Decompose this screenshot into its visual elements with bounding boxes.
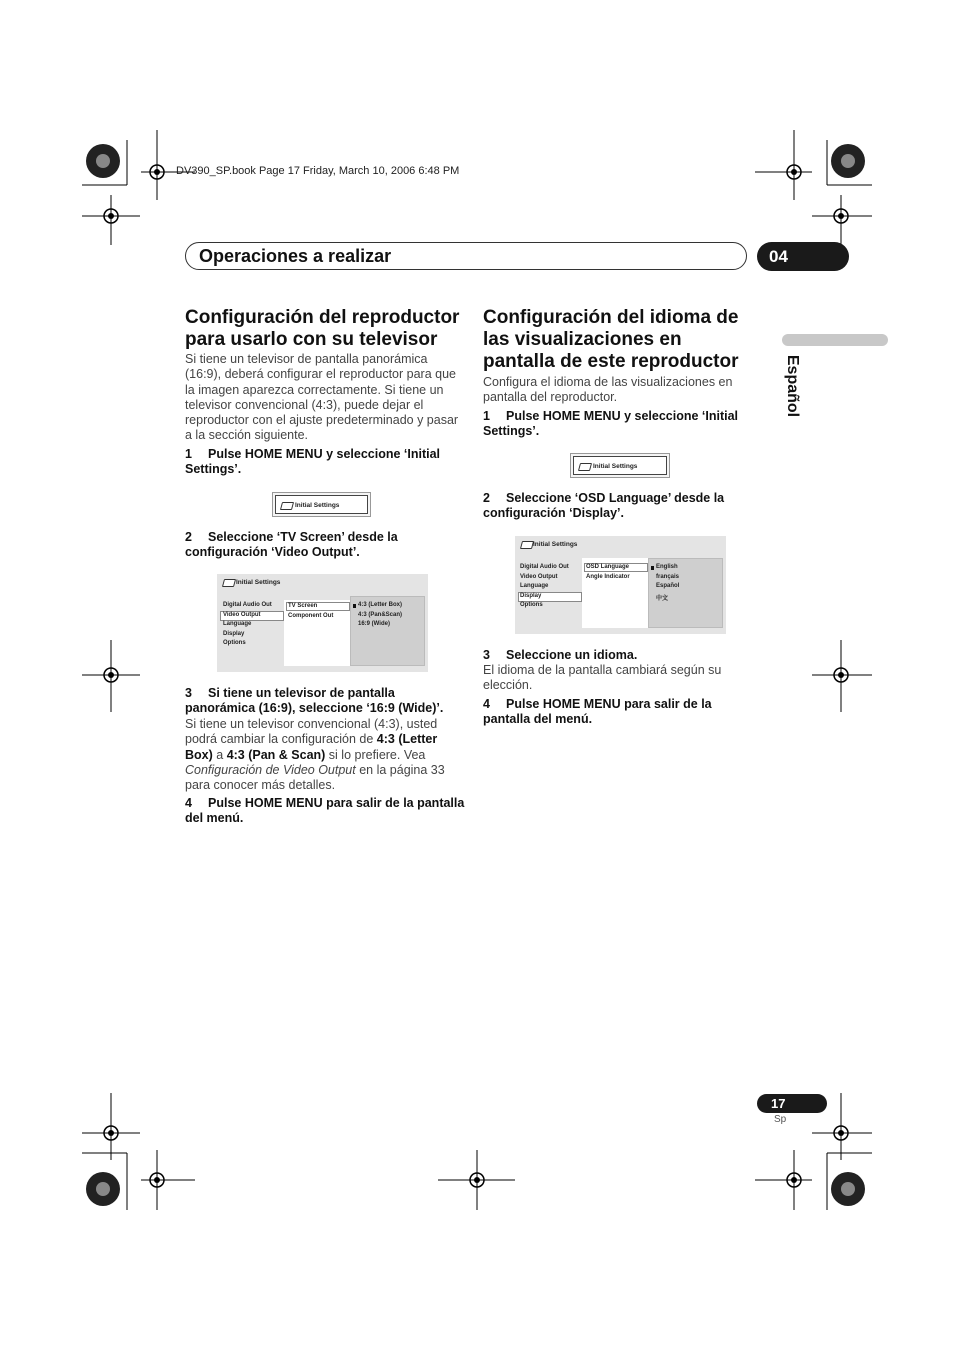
left-step-3 — [185, 686, 467, 717]
step-text: Si tiene un televisor de pantalla panorámica (16:9), seleccione ‘16:9 (Wide)’. — [185, 686, 444, 716]
right-step-3 — [483, 648, 758, 663]
left-intro: Si tiene un televisor de pantalla panorámica (16:9), deberá configurar el reproductor para que la imagen aparezca correctamente. Si tiene un televisor convencional (4:3), puede dejar el reproductor con el ajuste predeterminado y pasar a la sección siguiente. — [185, 352, 459, 443]
right-intro: Configura el idioma de las visualizaciones en pantalla del reproductor. — [483, 375, 733, 405]
menu-item: Video Output — [520, 574, 558, 580]
step-number: 1 — [185, 447, 192, 461]
screen-title: Initial Settings — [236, 579, 281, 586]
right-step-3-detail: El idioma de la pantalla cambiará según su elección. — [483, 663, 722, 693]
menu-item: Options — [520, 602, 543, 608]
option-item: 4:3 (Pan&Scan) — [358, 612, 403, 618]
step-number: 4 — [185, 796, 192, 810]
section-title: Operaciones a realizar — [199, 246, 392, 266]
step-number: 4 — [483, 697, 490, 711]
disc-icon — [578, 463, 592, 471]
submenu-item: Component Out — [288, 613, 334, 619]
menu-item: Video Output — [223, 612, 261, 618]
screen-tv-screen — [217, 574, 428, 672]
detail-text: a — [212, 747, 227, 762]
step-text: Pulse HOME MENU para salir de la pantalla del menú. — [483, 697, 712, 727]
menu-item: Display — [223, 631, 245, 637]
left-heading: Configuración del reproductor para usarlo con su televisor — [185, 307, 460, 350]
screen-title: Initial Settings — [533, 541, 578, 548]
menu-item: Language — [520, 583, 549, 589]
menu-item: Options — [223, 640, 246, 646]
option-item: 4:3 (Letter Box) — [358, 602, 403, 608]
option-item: 16:9 (Wide) — [358, 621, 390, 627]
selection-marker — [353, 604, 356, 608]
step-text: Seleccione ‘TV Screen’ desde la configuración ‘Video Output’. — [185, 530, 398, 560]
selection-marker — [651, 566, 654, 570]
side-language-label: Español — [784, 354, 801, 418]
screen-title: Initial Settings — [593, 463, 638, 470]
language-tab — [782, 334, 888, 346]
disc-icon — [280, 502, 294, 510]
submenu-item: OSD Language — [586, 564, 630, 570]
right-step-2 — [483, 491, 758, 522]
step-text: Pulse HOME MENU y seleccione ‘Initial Settings’. — [483, 409, 739, 439]
submenu-item: Angle Indicator — [586, 574, 630, 580]
chapter-badge: 04 — [757, 242, 849, 271]
cross-reference: Configuración de Video Output — [185, 762, 356, 777]
right-step-4 — [483, 697, 758, 728]
step-text: Pulse HOME MENU para salir de la pantalla del menú. — [185, 796, 465, 826]
step-number: 3 — [483, 648, 490, 662]
option-item: Español — [656, 583, 680, 589]
screen-initial-settings — [272, 492, 371, 517]
left-step-4 — [185, 796, 465, 827]
menu-item: Display — [520, 593, 542, 599]
left-step-3-detail — [185, 717, 461, 793]
page-number: 17 — [757, 1094, 827, 1113]
detail-text: Si tiene un televisor convencional (4:3), usted podrá cambiar la configuración de — [185, 717, 438, 747]
screen-initial-settings — [570, 453, 670, 478]
disc-icon — [222, 579, 236, 587]
disc-icon — [520, 541, 534, 549]
step-number: 1 — [483, 409, 490, 423]
option-item: 中文 — [656, 596, 669, 602]
left-step-1 — [185, 447, 465, 478]
step-text: Pulse HOME MENU y seleccione ‘Initial Settings’. — [185, 447, 441, 477]
screen-osd-language — [515, 536, 726, 634]
option-name: 4:3 (Pan & Scan) — [226, 747, 326, 762]
menu-item: Language — [223, 621, 252, 627]
step-number: 3 — [185, 686, 192, 700]
print-info: DV390_SP.book Page 17 Friday, March 10, 2006 6:48 PM — [176, 165, 460, 177]
step-number: 2 — [185, 530, 192, 544]
option-item: français — [656, 574, 680, 580]
menu-item: Digital Audio Out — [520, 564, 569, 570]
detail-text: si lo prefiere. Vea — [325, 747, 426, 762]
left-step-2 — [185, 530, 465, 561]
step-number: 2 — [483, 491, 490, 505]
step-text: Seleccione ‘OSD Language’ desde la configuración ‘Display’. — [483, 491, 725, 521]
right-step-1 — [483, 409, 758, 440]
step-text: Seleccione un idioma. — [506, 648, 638, 662]
menu-item: Digital Audio Out — [223, 602, 272, 608]
screen-title: Initial Settings — [295, 502, 340, 509]
submenu-item: TV Screen — [288, 603, 318, 609]
right-heading: Configuración del idioma de las visualizaciones en pantalla de este reproductor — [483, 307, 739, 372]
option-item: English — [656, 564, 678, 570]
detail-text: en la página 33 para conocer más detalles. — [185, 762, 445, 793]
option-name: 4:3 (Letter Box) — [185, 732, 438, 762]
page-lang-code: Sp — [774, 1114, 787, 1125]
